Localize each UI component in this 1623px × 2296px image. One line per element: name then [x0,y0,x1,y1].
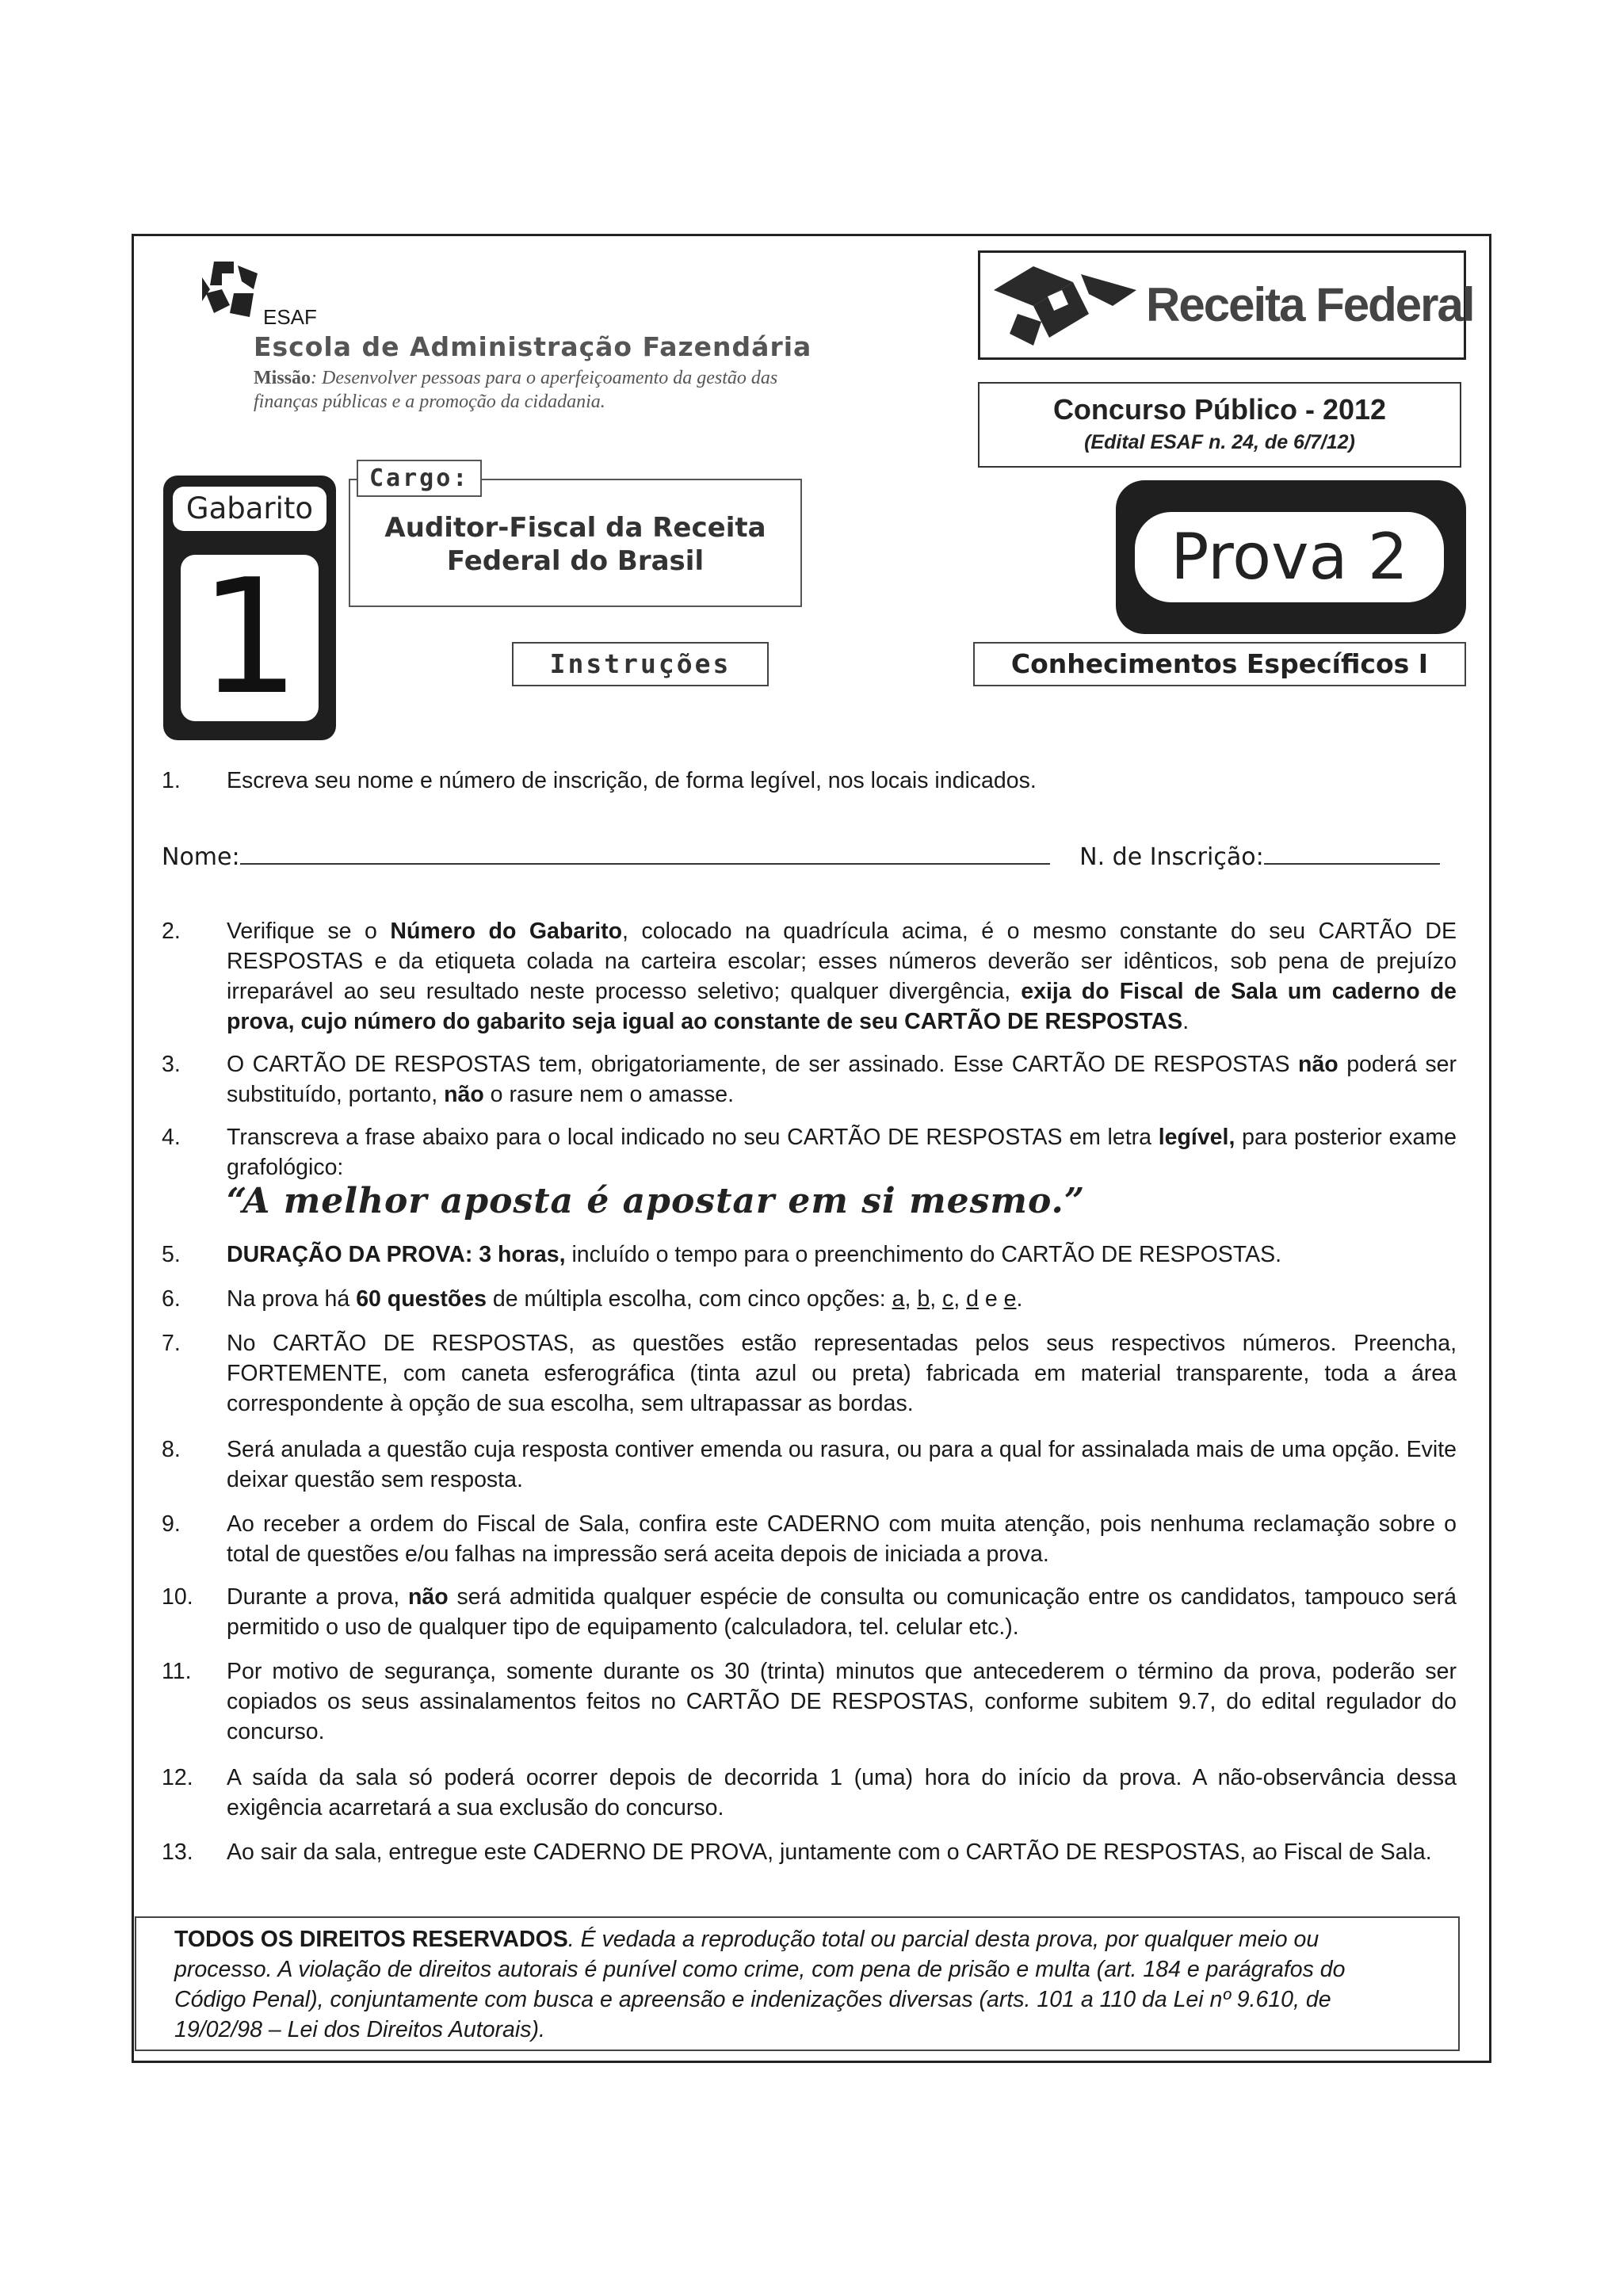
nome-label: Nome: [162,843,240,871]
instruction-6: 6. Na prova há 60 questões de múltipla escolha, com cinco opções: a, b, c, d e e. [162,1286,1023,1312]
receita-federal-emblem-icon [986,258,1144,352]
concurso-box [978,382,1461,468]
instruction-8: 8. Será anulada a questão cuja resposta contiver emenda ou rasura, ou para a qual for assinalada mais de uma opção. Evite deixar questão sem resposta. [162,1437,1457,1492]
gabarito-label: Gabarito [173,487,327,531]
esaf-logo-icon [198,258,269,329]
nome-input-line[interactable] [240,862,1050,865]
esaf-tag: ESAF [263,305,317,329]
cargo-text [349,511,802,578]
receita-federal-brand: Receita Federal [1146,278,1474,331]
instruction-12: 12. A saída da sala só poderá ocorrer depois de decorrida 1 (uma) hora do início da prova. A não-observância dessa exigência acarretará a sua exclusão do concurso. [162,1765,1457,1820]
inscricao-label: N. de Inscrição: [1079,843,1264,871]
esaf-name: Escola de Administração Fazendária [254,331,812,362]
instruction-10: 10. Durante a prova, não será admitida qualquer espécie de consulta ou comunicação entre os candidatos, tampouco será permitido o uso de qualquer tipo de equipamento (calculadora, tel. celular etc.). [162,1584,1457,1640]
missao-text: Missão: Desenvolver pessoas para o aperfeiçoamento da gestão das finanças públicas e a promoção da cidadania. [254,368,778,412]
name-field-row [162,843,1453,871]
cargo-line-1: Auditor-Fiscal da Receita [384,512,766,544]
concurso-title: Concurso Público - 2012 [1052,393,1387,426]
conhecimentos-heading: Conhecimentos Específicos I [973,642,1466,686]
rights-text: . É vedada a reprodução total ou parcial desta prova, por qualquer meio ou processo. A violação de direitos autorais é punível como crime, com pena de prisão e multa (art. 184 e parágrafos do Código Penal), conjuntamente com busca e apreensão e indenizações diversas (arts. 101 a 110 da Lei nº 9.610, de 19/02/98 – Lei dos Direitos Autorais). [174,1927,1346,2042]
gabarito-box [163,476,336,740]
gabarito-number: 1 [181,555,319,721]
instruction-1: 1. Escreva seu nome e número de inscrição, de forma legível, nos locais indicados. [162,768,1037,793]
instruction-13: 13. Ao sair da sala, entregue este CADERNO DE PROVA, juntamente com o CARTÃO DE RESPOSTAS, ao Fiscal de Sala. [162,1839,1432,1865]
rights-bold: TODOS OS DIREITOS RESERVADOS [174,1927,568,1952]
cargo-line-2: Federal do Brasil [446,545,705,577]
instrucoes-heading: Instruções [512,642,769,686]
inscricao-input-line[interactable] [1264,862,1440,865]
instruction-7: 7. No CARTÃO DE RESPOSTAS, as questões estão representadas pelos seus respectivos números. Preencha, FORTEMENTE, com caneta esferográfica (tinta azul ou preta) fabricada em material transparente, toda a área correspondente à opção de sua escolha, sem ultrapassar as bordas. [162,1331,1457,1416]
quote-phrase: “A melhor aposta é apostar em si mesmo.” [227,1181,1086,1221]
instruction-9: 9. Ao receber a ordem do Fiscal de Sala, confira este CADERNO com muita atenção, pois nenhuma reclamação sobre o total de questões e/ou falhas na impressão será aceita depois de iniciada a prova. [162,1511,1457,1567]
instruction-4: 4. Transcreva a frase abaixo para o local indicado no seu CARTÃO DE RESPOSTAS em letra legível, para posterior exame grafológico: [162,1125,1457,1180]
instruction-5: 5. DURAÇÃO DA PROVA: 3 horas, incluído o tempo para o preenchimento do CARTÃO DE RESPOSTAS. [162,1242,1282,1267]
copyright-notice [135,1916,1460,2051]
prova-box [1116,480,1466,634]
instruction-2: 2. Verifique se o Número do Gabarito, colocado na quadrícula acima, é o mesmo constante do seu CARTÃO DE RESPOSTAS e da etiqueta colada na carteira escolar; esses números deverão ser idênticos, sob pena de prejuízo irreparável ao seu resultado neste processo seletivo; qualquer divergência, exija do Fiscal de Sala um caderno de prova, cujo número do gabarito seja igual ao constante de seu CARTÃO DE RESPOSTAS. [162,919,1457,1034]
instruction-11: 11. Por motivo de segurança, somente durante os 30 (trinta) minutos que antecederem o término da prova, poderão ser copiados os seus assinalamentos feitos no CARTÃO DE RESPOSTAS, conforme subitem 9.7, do edital regulador do concurso. [162,1659,1457,1744]
cargo-label: Cargo: [357,460,482,497]
instruction-3: 3. O CARTÃO DE RESPOSTAS tem, obrigatoriamente, de ser assinado. Esse CARTÃO DE RESPOSTAS não poderá ser substituído, portanto, não o rasure nem o amasse. [162,1052,1457,1107]
prova-label: Prova 2 [1135,512,1444,602]
edital-reference: (Edital ESAF n. 24, de 6/7/12) [1084,431,1355,453]
